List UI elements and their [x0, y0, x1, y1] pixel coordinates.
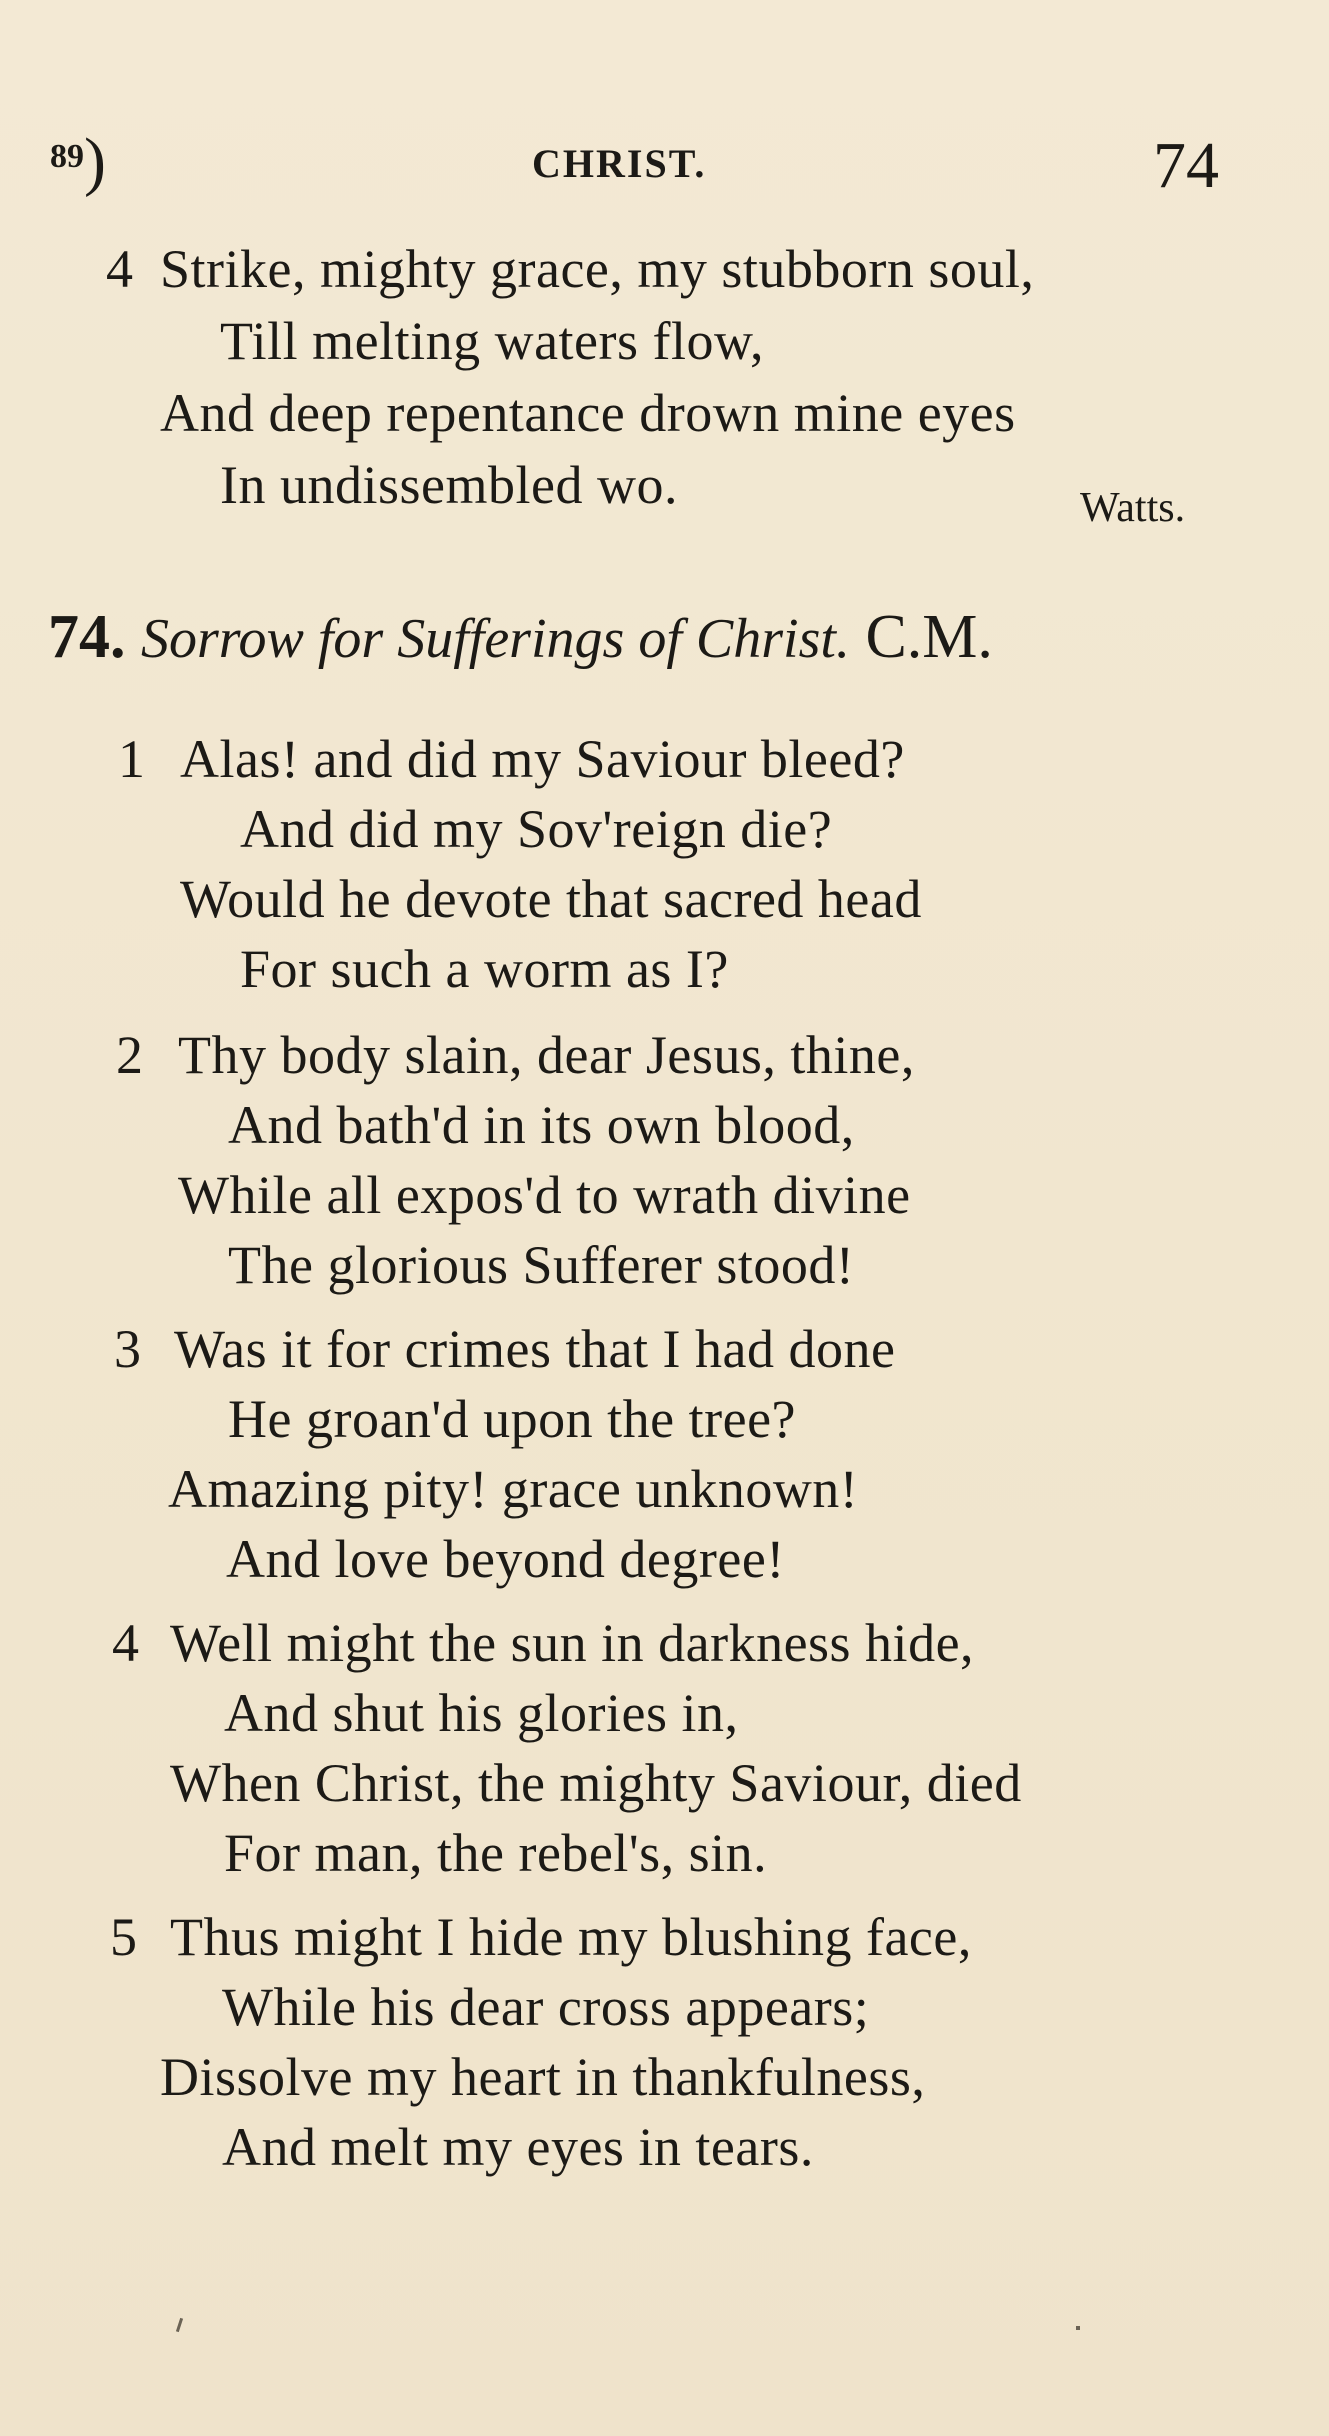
verse-line: Thus might I hide my blushing face, [170, 1907, 972, 1967]
verse-line: Was it for crimes that I had done [174, 1319, 896, 1379]
paper-speck [176, 2318, 183, 2332]
verse-line: For such a worm as I? [240, 939, 729, 999]
paper-speck [1076, 2326, 1080, 2330]
stanza-number: 4 [106, 239, 134, 299]
page-reference [50, 124, 106, 200]
hymn-meter: C.M. [865, 603, 993, 671]
stanza-number: 4 [112, 1613, 140, 1673]
verse-line: Dissolve my heart in thankfulness, [160, 2047, 926, 2107]
page-reference-paren: ) [84, 125, 106, 198]
hymn-heading [48, 602, 993, 673]
hymn-number: 74. [48, 603, 126, 671]
verse-line: Amazing pity! grace unknown! [168, 1459, 859, 1519]
stanza-number: 2 [116, 1025, 144, 1085]
verse-line: And shut his glories in, [224, 1683, 739, 1743]
verse-line: While all expos'd to wrath divine [178, 1165, 911, 1225]
verse-line: And melt my eyes in tears. [222, 2117, 814, 2177]
hymn-title: Sorrow for Sufferings of Christ. [141, 608, 850, 670]
verse-line: In undissembled wo. [220, 455, 678, 515]
verse-line: The glorious Sufferer stood! [228, 1235, 855, 1295]
section-title: CHRIST. [532, 141, 707, 186]
verse-line: And love beyond degree! [226, 1529, 785, 1589]
verse-line: Till melting waters flow, [220, 311, 764, 371]
verse-line: And deep repentance drown mine eyes [160, 383, 1016, 443]
verse-line: When Christ, the mighty Saviour, died [170, 1753, 1022, 1813]
header-hymn-number: 74 [1153, 129, 1219, 202]
stanza-number: 1 [118, 729, 146, 789]
running-header [0, 118, 1329, 202]
verse-line: Well might the sun in darkness hide, [170, 1613, 975, 1673]
verse-line: Would he devote that sacred head [180, 869, 922, 929]
verse-line: Thy body slain, dear Jesus, thine, [178, 1025, 915, 1085]
verse-line: For man, the rebel's, sin. [224, 1823, 768, 1883]
verse-line: And did my Sov'reign die? [240, 799, 833, 859]
verse-line: While his dear cross appears; [222, 1977, 870, 2037]
verse-line: Strike, mighty grace, my stubborn soul, [160, 239, 1035, 299]
verse-line: Alas! and did my Saviour bleed? [180, 729, 905, 789]
verse-line: And bath'd in its own blood, [228, 1095, 855, 1155]
stanza-number: 5 [110, 1907, 138, 1967]
author-attribution: Watts. [1080, 485, 1186, 531]
page-reference-number: 89 [50, 138, 84, 175]
verse-line: He groan'd upon the tree? [228, 1389, 797, 1449]
stanza-number: 3 [114, 1319, 142, 1379]
